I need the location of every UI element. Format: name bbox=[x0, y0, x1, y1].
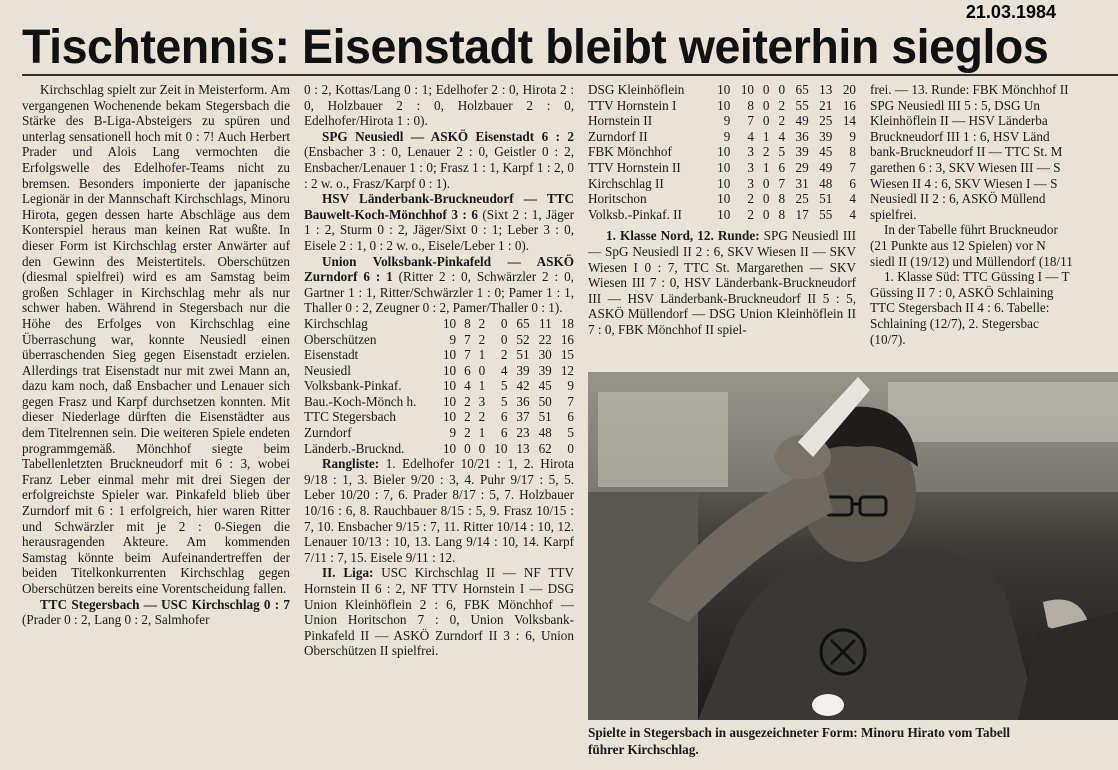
table-value: 0 bbox=[567, 440, 574, 456]
table-value: 1 bbox=[762, 159, 770, 175]
table-value: 10 bbox=[442, 347, 457, 363]
table-value: 15 bbox=[560, 347, 574, 363]
match-report bbox=[304, 191, 574, 253]
team-name: Zurndorf bbox=[304, 425, 352, 441]
table-value: 11 bbox=[539, 315, 552, 331]
match-details-continued: 0 : 2, Kottas/Lang 0 : 1; Edelhofer 2 : 0, Hirota 2 : 0, Holzbauer 2 : 0, Holzbauer 2 : 0, Edelhofer/Hirota 1 : 0). bbox=[304, 82, 574, 129]
table-value: 2 bbox=[478, 409, 486, 425]
klasse-nord-results bbox=[588, 228, 856, 337]
caption-line: Spielte in Stegersbach in ausgezeichneter Form: Minoru Hirato vom Tabell bbox=[588, 725, 1011, 740]
table-value: 3 bbox=[747, 144, 754, 160]
table-value: 9 bbox=[723, 113, 731, 129]
table-value: 14 bbox=[842, 113, 856, 129]
table-value: 20 bbox=[842, 82, 856, 97]
table-value: 45 bbox=[538, 378, 552, 394]
table-row bbox=[304, 332, 574, 348]
table-value: 0 bbox=[464, 440, 471, 456]
match-report bbox=[304, 129, 574, 191]
table-value: 13 bbox=[819, 82, 833, 97]
table-value: 2 bbox=[747, 191, 754, 207]
text-line: Schlaining (12/7), 2. Stegersbac bbox=[870, 315, 1039, 331]
table-value: 6 bbox=[464, 362, 471, 378]
table-value: 62 bbox=[538, 440, 552, 456]
table-value: 13 bbox=[516, 440, 530, 456]
table-value: 36 bbox=[795, 128, 809, 144]
table-value: 9 bbox=[449, 331, 457, 347]
table-value: 3 bbox=[747, 159, 754, 175]
team-name: Oberschützen bbox=[304, 331, 377, 347]
team-name: FBK Mönchhof bbox=[588, 144, 672, 160]
table-value: 6 bbox=[567, 409, 574, 425]
table-value: 0 bbox=[778, 82, 786, 97]
table-value: 65 bbox=[795, 82, 809, 97]
team-name: Zurndorf II bbox=[588, 128, 648, 144]
klasse-nord-details: SPG Neusiedl III — SpG Neusiedl II 2 : 6, SKV Wiesen II — SKV Wiesen I 0 : 7, TTC St. Margarethen — SKV Wiesen III 7 : 0, HSV Länderbank-Bruckneudorf III — HSV Länderbank-Bruckneudorf II 5 : 5, ASKÖ Müllendorf — DSG Union Kleinhöflein II 7 : 0, FBK Mönchhof II spiel- bbox=[588, 228, 856, 337]
table-value: 18 bbox=[560, 315, 574, 331]
table-row bbox=[304, 394, 574, 410]
text-line: bank-Bruckneudorf II — TTC St. M bbox=[870, 144, 1063, 160]
table-value: 1 bbox=[478, 378, 486, 394]
ranking-list bbox=[304, 456, 574, 565]
match-heading: SPG Neusiedl — ASKÖ Eisenstadt 6 : 2 bbox=[322, 128, 574, 144]
table-value: 10 bbox=[717, 159, 731, 175]
text-line: Bruckneudorf III 1 : 6, HSV Länd bbox=[870, 128, 1050, 144]
team-name: Hornstein II bbox=[588, 113, 653, 129]
text-line: (21 Punkte aus 12 Spielen) vor N bbox=[870, 237, 1046, 253]
table-value: 4 bbox=[464, 378, 471, 394]
text-line: siedl II (19/12) und Müllendorf (18/11 bbox=[870, 253, 1073, 269]
table-value: 25 bbox=[795, 191, 809, 207]
table-value: 10 bbox=[740, 82, 754, 97]
table-value: 10 bbox=[717, 82, 731, 97]
table-value: 7 bbox=[849, 159, 856, 175]
table-value: 3 bbox=[478, 393, 486, 409]
table-value: 6 bbox=[500, 409, 508, 425]
table-value: 4 bbox=[778, 128, 786, 144]
table-value: 8 bbox=[849, 144, 856, 160]
text-line: Wiesen II 4 : 6, SKV Wiesen I — S bbox=[870, 175, 1058, 191]
table-value: 6 bbox=[778, 159, 786, 175]
table-row bbox=[588, 98, 856, 114]
table-value: 2 bbox=[778, 113, 786, 129]
match-details: (Prader 0 : 2, Lang 0 : 2, Salmhofer bbox=[22, 612, 210, 628]
team-name: Kirchschlag bbox=[304, 315, 368, 331]
table-value: 6 bbox=[849, 175, 856, 191]
table-value: 0 bbox=[762, 82, 770, 97]
team-name: Länderb.-Brucknd. bbox=[304, 440, 405, 456]
table-value: 31 bbox=[795, 175, 809, 191]
table-value: 10 bbox=[442, 409, 457, 425]
match-heading: HSV Länderbank-Bruckneudorf — TTC Bauwelt-Koch-Mönchhof 3 : 6 bbox=[304, 191, 574, 222]
table-value: 39 bbox=[538, 362, 552, 378]
table-value: 51 bbox=[516, 347, 530, 363]
table-value: 3 bbox=[747, 175, 754, 191]
table-value: 23 bbox=[516, 425, 530, 441]
article-paragraph: Kirchschlag spielt zur Zeit in Meisterform. Am vergangenen Wochenende bekam Stegersbach die Stärke des B-Liga-Absteigers zu spüren und unterlag sensationell hoch mit 0 : 7! Auch Herbert Prader und Alois Lang vermochten die Erfolgswelle des Edelhofer-Teams nicht zu bremsen. Besonders imponierte der japanische Legionär in der Mannschaft Kirchschlags, Minoru Hirota, gegen dessen harte Abschläge aus dem Konterspiel heraus man keinen Rat wußte. In dieser Form ist Kirchschlag erster Anwärter auf den Gewinn des Meistertitels. Oberschützen (diesmal spielfrei) wird es am Samstag beim großen Schlager in Kirchschlag mehr als nur schwer haben. Während in Stegersbach nur die Höhe des Erfolges von Kirchschlag eine Überraschung war, konnte Neusiedl einen überraschenden Sieg gegen Eisenstadt erzielen. Allerdings trat Eisenstadt nur mit zwei Mann an, dazu kam noch, daß Ensbacher und Lenauer sich gegen Frasz und Karpf durchsetzen konnten. Mit dieser Niederlage dürften die Eisenstädter aus dem Titelrennen sein. Die weiteren Spiele endeten programmgemäß. Mönchhof siegte beim Tabellenletzten Bruckneudorf mit 6 : 3, wobei Franz Leber einmal mehr mit drei Siegen der erfolgreichste Spieler war. Pinkafeld blieb über Zurndorf mit 6 : 1 erfolgreich, hier waren Ritter und Schwärzler mit je 2 : 0-Siegen die herausragenden Akteure. Am kommenden Samstag könnte beim Aufeinandertreffen der beiden Titelkonkurrenten Kirchschlag gegen Oberschützen bereits eine Vorentscheidung fallen. bbox=[22, 82, 290, 596]
table-value: 8 bbox=[778, 206, 786, 222]
text-line: garethen 6 : 3, SKV Wiesen III — S bbox=[870, 159, 1061, 175]
table-value: 4 bbox=[747, 128, 754, 144]
table-row bbox=[304, 363, 574, 379]
team-name: Kirchschlag II bbox=[588, 175, 664, 191]
team-name: Neusiedl bbox=[304, 362, 351, 378]
photo-caption bbox=[588, 724, 1118, 768]
table-row bbox=[588, 144, 856, 160]
liga-results bbox=[304, 565, 574, 659]
table-row bbox=[588, 207, 856, 223]
text-line: Neusiedl II 2 : 6, ASKÖ Müllend bbox=[870, 191, 1046, 207]
player-photo-image bbox=[588, 372, 1118, 720]
table-value: 8 bbox=[464, 315, 471, 331]
table-value: 9 bbox=[449, 425, 457, 441]
text-line: spielfrei. bbox=[870, 206, 917, 222]
team-name: DSG Kleinhöflein bbox=[588, 82, 685, 97]
table-value: 1 bbox=[762, 128, 770, 144]
table-value: 6 bbox=[500, 425, 508, 441]
table-value: 10 bbox=[442, 362, 457, 378]
headline: Tischtennis: Eisenstadt bleibt weiterhin sieglos bbox=[22, 22, 1049, 74]
table-value: 7 bbox=[747, 113, 754, 129]
table-value: 0 bbox=[762, 113, 770, 129]
table-value: 10 bbox=[717, 97, 731, 113]
table-row bbox=[304, 347, 574, 363]
team-name: Eisenstadt bbox=[304, 347, 359, 363]
table-value: 9 bbox=[849, 128, 856, 144]
ranking-heading: Rangliste: bbox=[322, 456, 380, 472]
league-table-liga bbox=[304, 316, 574, 456]
table-value: 0 bbox=[500, 315, 508, 331]
table-value: 0 bbox=[478, 362, 486, 378]
table-value: 5 bbox=[500, 393, 508, 409]
table-value: 10 bbox=[442, 315, 457, 331]
table-value: 55 bbox=[819, 206, 833, 222]
table-value: 9 bbox=[567, 378, 574, 394]
table-value: 25 bbox=[819, 113, 833, 129]
table-row bbox=[588, 129, 856, 145]
table-value: 7 bbox=[464, 347, 471, 363]
team-name: TTC Stegersbach bbox=[304, 409, 396, 425]
table-value: 10 bbox=[494, 440, 508, 456]
table-row bbox=[304, 316, 574, 332]
table-value: 10 bbox=[717, 206, 731, 222]
text-line: In der Tabelle führt Bruckneudor bbox=[884, 222, 1058, 238]
table-value: 30 bbox=[538, 347, 552, 363]
table-value: 2 bbox=[478, 315, 486, 331]
table-value: 51 bbox=[819, 191, 833, 207]
ranking-details: 1. Edelhofer 10/21 : 1, 2. Hirota 9/18 : 1, 3. Bieler 9/20 : 3, 4. Puhr 9/17 : 5, 5. Leber 10/20 : 7, 6. Prader 8/17 : 5, 7. Holzbauer 10/16 : 6, 8. Rauchbauer 8/15 : 5, 9. Frasz 10/15 : 7, 10. Ensbacher 9/15 : 7, 11. Ritter 10/14 : 10, 12. Lenauer 10/13 : 10, 13. Lang 9/14 : 10, 14. Karpf 7/11 : 7, 15. Eisele 9/11 : 12. bbox=[304, 456, 574, 565]
text-line: Kleinhöflein II — HSV Länderba bbox=[870, 113, 1048, 129]
table-value: 1 bbox=[478, 425, 486, 441]
caption-line: führer Kirchschlag. bbox=[588, 742, 699, 757]
player-photo bbox=[588, 372, 1118, 720]
table-value: 10 bbox=[717, 191, 731, 207]
table-value: 22 bbox=[538, 331, 552, 347]
article-column-1 bbox=[22, 82, 290, 770]
table-value: 8 bbox=[778, 191, 786, 207]
table-value: 8 bbox=[747, 97, 754, 113]
match-details: (Sixt 2 : 1, Jäger 1 : 2, Sturm 0 : 2, Jäger/Sixt 0 : 1; Leber 3 : 0, Eisele 2 : 1, 0 : 2 w. o., Eisele/Leber 1 : 0). bbox=[304, 206, 574, 253]
table-value: 2 bbox=[762, 144, 770, 160]
table-value: 49 bbox=[795, 113, 809, 129]
table-row bbox=[304, 441, 574, 457]
match-heading: TTC Stegersbach — USC Kirchschlag 0 : 7 bbox=[40, 596, 290, 612]
table-value: 16 bbox=[560, 331, 574, 347]
text-line: TTC Stegersbach II 4 : 6. Tabelle: bbox=[870, 300, 1050, 316]
table-value: 16 bbox=[842, 97, 856, 113]
match-report bbox=[22, 597, 290, 628]
table-value: 4 bbox=[849, 191, 856, 207]
table-value: 2 bbox=[500, 347, 508, 363]
table-value: 55 bbox=[795, 97, 809, 113]
table-value: 10 bbox=[717, 175, 731, 191]
match-details: (Ritter 2 : 0, Schwärzler 2 : 0, Gartner 1 : 1, Ritter/Schwärzler 1 : 0; Pamer 1 : 1, Thaller 0 : 2, Zeugner 0 : 2, Pamer/Thaller 0 : 1). bbox=[304, 269, 574, 316]
text-line: Güssing II 7 : 0, ASKÖ Schlaining bbox=[870, 284, 1054, 300]
article-column-2 bbox=[304, 82, 574, 770]
liga-details: USC Kirchschlag II — NF TTV Hornstein II 6 : 2, NF TTV Hornstein I — DSG Union Kleinhöflein 2 : 6, FBK Mönchhof — Union Horitschon 7 : 0, Union Volksbank-Pinkafeld II — ASKÖ Zurndorf II 3 : 6, Union Oberschützen II spielfrei. bbox=[304, 565, 574, 659]
table-value: 0 bbox=[500, 331, 508, 347]
table-value: 4 bbox=[849, 206, 856, 222]
table-row bbox=[588, 191, 856, 207]
text-line: (10/7). bbox=[870, 331, 906, 347]
table-value: 12 bbox=[560, 362, 574, 378]
table-value: 7 bbox=[567, 393, 574, 409]
league-table-2-liga bbox=[588, 82, 856, 222]
table-value: 0 bbox=[762, 97, 770, 113]
publication-date: 21.03.1984 bbox=[965, 2, 1056, 22]
table-value: 7 bbox=[464, 331, 471, 347]
table-value: 36 bbox=[516, 393, 530, 409]
table-value: 39 bbox=[516, 362, 530, 378]
match-report bbox=[304, 254, 574, 316]
table-value: 1 bbox=[478, 347, 486, 363]
klasse-nord-heading: 1. Klasse Nord, 12. Runde: bbox=[606, 228, 760, 244]
table-value: 5 bbox=[778, 144, 786, 160]
team-name: TTV Hornstein I bbox=[588, 97, 677, 113]
table-value: 0 bbox=[762, 206, 770, 222]
table-value: 37 bbox=[516, 409, 530, 425]
table-value: 10 bbox=[442, 393, 457, 409]
table-value: 42 bbox=[516, 378, 530, 394]
article-column-4 bbox=[870, 82, 1118, 372]
table-value: 51 bbox=[538, 409, 552, 425]
headline-rule bbox=[22, 74, 1118, 76]
table-value: 2 bbox=[478, 331, 486, 347]
team-name: Bau.-Koch-Mönch h. bbox=[304, 393, 417, 409]
text-line: frei. — 13. Runde: FBK Mönchhof II bbox=[870, 82, 1069, 97]
team-name: Volksbank-Pinkaf. bbox=[304, 378, 402, 394]
table-value: 0 bbox=[762, 191, 770, 207]
table-value: 10 bbox=[442, 378, 457, 394]
team-name: Volksb.-Pinkaf. II bbox=[588, 206, 682, 222]
table-value: 0 bbox=[478, 440, 486, 456]
table-value: 21 bbox=[819, 97, 833, 113]
table-value: 17 bbox=[795, 206, 809, 222]
article-column-3 bbox=[588, 82, 856, 372]
table-row bbox=[588, 160, 856, 176]
table-value: 4 bbox=[500, 362, 508, 378]
text-line: SPG Neusiedl III 5 : 5, DSG Un bbox=[870, 97, 1040, 113]
table-row bbox=[588, 82, 856, 98]
table-value: 39 bbox=[795, 144, 809, 160]
table-row bbox=[588, 176, 856, 192]
table-row bbox=[304, 378, 574, 394]
table-value: 2 bbox=[778, 97, 786, 113]
table-value: 48 bbox=[538, 425, 552, 441]
liga-heading: II. Liga: bbox=[322, 565, 374, 581]
table-value: 49 bbox=[819, 159, 833, 175]
text-line: 1. Klasse Süd: TTC Güssing I — T bbox=[884, 269, 1070, 285]
table-row bbox=[304, 425, 574, 441]
table-value: 5 bbox=[567, 425, 574, 441]
table-value: 5 bbox=[500, 378, 508, 394]
table-value: 9 bbox=[723, 128, 731, 144]
table-row bbox=[588, 113, 856, 129]
table-value: 45 bbox=[819, 144, 833, 160]
table-value: 48 bbox=[819, 175, 833, 191]
team-name: TTV Hornstein II bbox=[588, 159, 681, 175]
table-value: 7 bbox=[778, 175, 786, 191]
table-value: 65 bbox=[516, 315, 530, 331]
team-name: Horitschon bbox=[588, 191, 647, 207]
table-value: 10 bbox=[717, 144, 731, 160]
table-value: 0 bbox=[762, 175, 770, 191]
table-value: 10 bbox=[442, 440, 457, 456]
match-details: (Ensbacher 3 : 0, Lenauer 2 : 0, Geistler 0 : 2, Ensbacher/Lenauer 1 : 0; Frasz 1 : 1, Karpf 1 : 2, 0 : 2 w. o., Frasz/Karpf 0 : 1). bbox=[304, 144, 574, 191]
table-row bbox=[304, 409, 574, 425]
table-value: 52 bbox=[516, 331, 530, 347]
table-value: 39 bbox=[819, 128, 833, 144]
table-value: 2 bbox=[464, 409, 471, 425]
table-value: 2 bbox=[464, 393, 471, 409]
table-value: 50 bbox=[538, 393, 552, 409]
table-value: 2 bbox=[747, 206, 754, 222]
table-value: 29 bbox=[795, 159, 809, 175]
table-value: 2 bbox=[464, 425, 471, 441]
match-heading: Union Volksbank-Pinkafeld — ASKÖ Zurndorf 6 : 1 bbox=[304, 253, 574, 285]
